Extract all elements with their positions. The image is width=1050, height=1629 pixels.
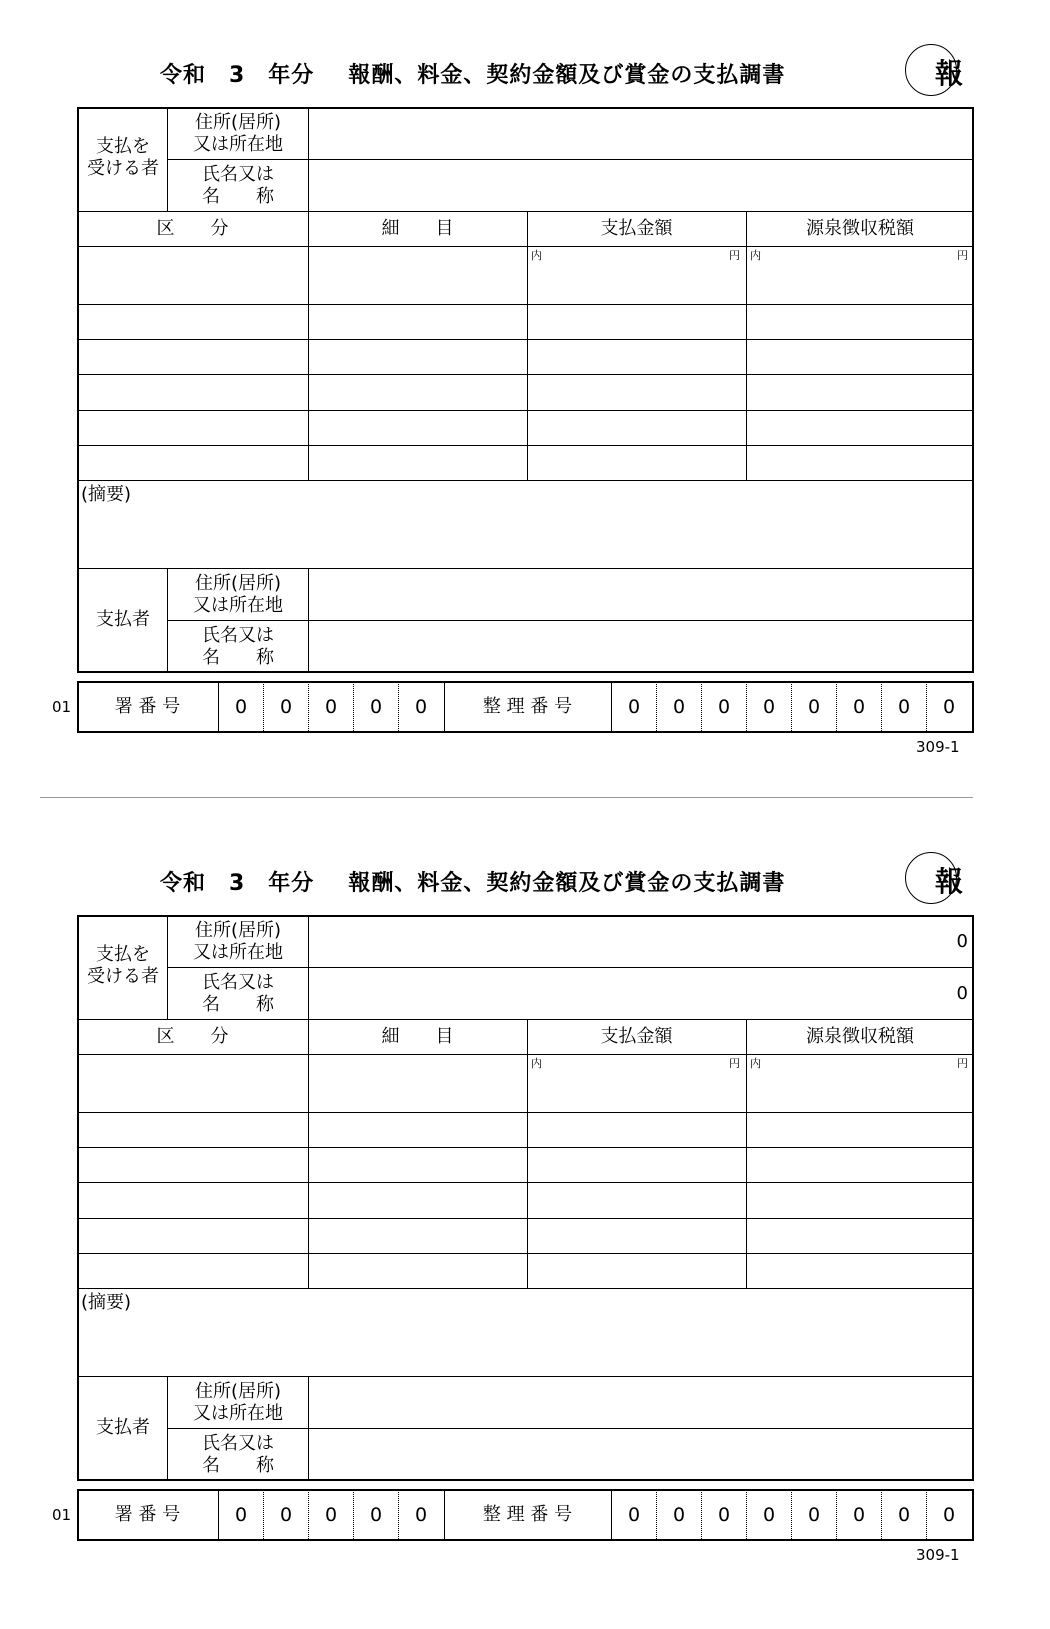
summary-label: (摘要) [81, 1292, 132, 1313]
recipient-label: 支払を 受ける者 [87, 944, 159, 987]
summary-label: (摘要) [81, 484, 132, 505]
recipient-name-label: 氏名又は 名 称 [202, 164, 274, 207]
payer-address-label: 住所(居所) 又は所在地 [193, 573, 283, 616]
payer-name-label: 氏名又は 名 称 [202, 1433, 274, 1476]
tax-inner-unit: 内 [750, 1057, 761, 1070]
reference-number-label: 整 理 番 号 [482, 1504, 573, 1525]
amount-inner-unit: 内 [531, 1057, 542, 1070]
reference-number-digit[interactable]: 0 [942, 1504, 956, 1526]
reference-number-digit[interactable]: 0 [807, 696, 821, 718]
amount-yen-unit: 円 [729, 1057, 740, 1070]
office-number-digit[interactable]: 0 [279, 1504, 293, 1526]
payer-address-label: 住所(居所) 又は所在地 [193, 1381, 283, 1424]
page-divider [40, 797, 973, 798]
recipient-name-value[interactable]: 0 [956, 983, 968, 1004]
payer-name-label: 氏名又は 名 称 [202, 625, 274, 668]
form-code: 309-1 [916, 1546, 960, 1564]
reference-number-digit[interactable]: 0 [807, 1504, 821, 1526]
form-code: 309-1 [916, 738, 960, 756]
office-number-digit[interactable]: 0 [324, 1504, 338, 1526]
office-number-label: 署 番 号 [114, 1504, 181, 1525]
office-number-digit[interactable]: 0 [279, 696, 293, 718]
reference-number-label: 整 理 番 号 [482, 696, 573, 717]
tax-yen-unit: 円 [957, 1057, 968, 1070]
seal-character: 報 [935, 57, 964, 90]
reference-number-digit[interactable]: 0 [762, 1504, 776, 1526]
reference-number-digit[interactable]: 0 [672, 1504, 686, 1526]
form-copy-2 [0, 808, 1050, 1568]
recipient-name-label: 氏名又は 名 称 [202, 972, 274, 1015]
recipient-address-label: 住所(居所) 又は所在地 [193, 920, 283, 963]
reference-number-digit[interactable]: 0 [717, 696, 731, 718]
office-number-digit[interactable]: 0 [234, 696, 248, 718]
office-number-digit[interactable]: 0 [369, 696, 383, 718]
reference-number-digit[interactable]: 0 [627, 696, 641, 718]
recipient-address-label: 住所(居所) 又は所在地 [193, 112, 283, 155]
reference-number-digit[interactable]: 0 [852, 1504, 866, 1526]
payer-label: 支払者 [96, 1417, 150, 1438]
form-title: 令和 3 年分 報酬、料金、契約金額及び賞金の支払調書 [160, 63, 786, 88]
column-header-amount: 支払金額 [600, 1026, 673, 1047]
office-number-label: 署 番 号 [114, 696, 181, 717]
reference-number-digit[interactable]: 0 [897, 696, 911, 718]
reference-number-digit[interactable]: 0 [942, 696, 956, 718]
reference-number-digit[interactable]: 0 [627, 1504, 641, 1526]
row-code: 01 [52, 698, 72, 716]
reference-number-digit[interactable]: 0 [852, 696, 866, 718]
amount-inner-unit: 内 [531, 249, 542, 262]
column-header-detail: 細 目 [381, 1026, 454, 1047]
column-header-amount: 支払金額 [600, 218, 673, 239]
form-title: 令和 3 年分 報酬、料金、契約金額及び賞金の支払調書 [160, 871, 786, 896]
column-header-tax: 源泉徴収税額 [806, 1026, 914, 1047]
column-header-category: 区 分 [156, 1026, 229, 1047]
recipient-label: 支払を 受ける者 [87, 136, 159, 179]
tax-inner-unit: 内 [750, 249, 761, 262]
column-header-category: 区 分 [156, 218, 229, 239]
reference-number-digit[interactable]: 0 [897, 1504, 911, 1526]
reference-number-digit[interactable]: 0 [717, 1504, 731, 1526]
seal-character: 報 [935, 865, 964, 898]
column-header-detail: 細 目 [381, 218, 454, 239]
form-copy-1 [0, 0, 1050, 760]
row-code: 01 [52, 1506, 72, 1524]
recipient-address-value[interactable]: 0 [956, 931, 968, 952]
office-number-digit[interactable]: 0 [234, 1504, 248, 1526]
payer-label: 支払者 [96, 609, 150, 630]
column-header-tax: 源泉徴収税額 [806, 218, 914, 239]
reference-number-digit[interactable]: 0 [672, 696, 686, 718]
tax-yen-unit: 円 [957, 249, 968, 262]
amount-yen-unit: 円 [729, 249, 740, 262]
office-number-digit[interactable]: 0 [369, 1504, 383, 1526]
office-number-digit[interactable]: 0 [414, 696, 428, 718]
office-number-digit[interactable]: 0 [414, 1504, 428, 1526]
office-number-digit[interactable]: 0 [324, 696, 338, 718]
reference-number-digit[interactable]: 0 [762, 696, 776, 718]
